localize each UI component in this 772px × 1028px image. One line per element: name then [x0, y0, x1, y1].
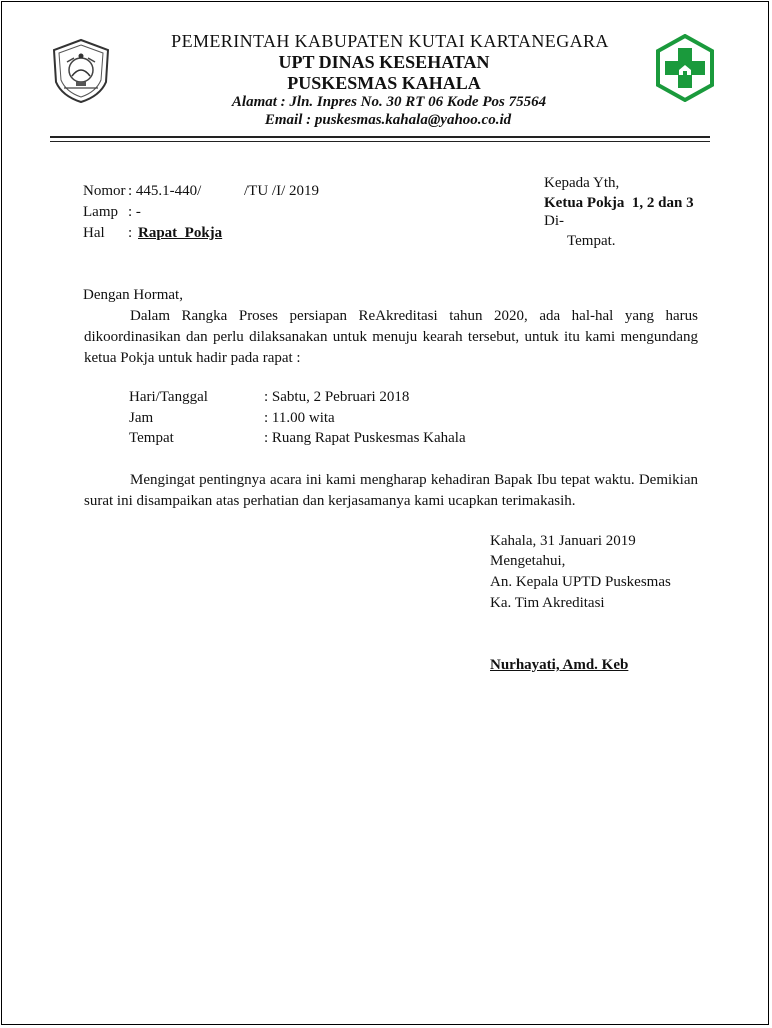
kop-government-name: PEMERINTAH KABUPATEN KUTAI KARTANEGARA: [171, 31, 609, 51]
header-thick-rule: [50, 136, 710, 138]
signature-place-date: Kahala, 31 Januari 2019: [490, 533, 636, 549]
detail-value-time: : 11.00 wita: [264, 410, 335, 426]
paragraph-2-text: Mengingat pentingnya acara ini kami mengharap kehadiran Bapak Ibu tepat waktu. Demikian surat ini disampaikan atas perhatian dan kerjasamanya kami ucapkan terimakasih.: [84, 472, 698, 509]
paragraph-2: [84, 470, 698, 512]
signature-mengetahui: Mengetahui,: [490, 553, 566, 569]
recipient-name: Ketua Pokja 1, 2 dan 3: [544, 195, 694, 211]
detail-label-date: Hari/Tanggal: [129, 389, 208, 405]
kop-email: Email : puskesmas.kahala@yahoo.co.id: [264, 112, 512, 128]
detail-label-time: Jam: [129, 410, 154, 426]
signature-role-1: An. Kepala UPTD Puskesmas: [490, 574, 671, 590]
signature-name: Nurhayati, Amd. Keb: [490, 657, 629, 673]
lamp-value: : -: [128, 204, 141, 220]
greeting: Dengan Hormat,: [83, 287, 183, 303]
puskesmas-green-cross-icon: [654, 34, 716, 102]
header-thin-rule: [50, 141, 710, 142]
regency-emblem-icon: [50, 38, 112, 104]
hal-colon: :: [128, 225, 133, 241]
kop-address: Alamat : Jln. Inpres No. 30 RT 06 Kode Pos 75564: [231, 94, 547, 110]
kop-agency-name: UPT DINAS KESEHATAN: [278, 52, 490, 72]
detail-label-place: Tempat: [129, 430, 174, 446]
recipient-di: Di-: [544, 213, 564, 229]
signature-role-2: Ka. Tim Akreditasi: [490, 595, 605, 611]
detail-value-date: : Sabtu, 2 Pebruari 2018: [264, 389, 410, 405]
letter-page: [1, 1, 769, 1025]
nomor-value: : 445.1-440/: [128, 183, 202, 199]
lamp-label: Lamp: [83, 204, 118, 220]
paragraph-1: [84, 306, 698, 369]
nomor-suffix: /TU /I/ 2019: [244, 183, 319, 199]
recipient-place: Tempat.: [567, 233, 616, 249]
hal-subject: Rapat Pokja: [138, 225, 223, 241]
detail-value-place: : Ruang Rapat Puskesmas Kahala: [264, 430, 466, 446]
recipient-greeting: Kepada Yth,: [544, 175, 620, 191]
nomor-label: Nomor: [83, 183, 126, 199]
kop-puskesmas-name: PUSKESMAS KAHALA: [287, 73, 481, 93]
hal-label: Hal: [83, 225, 105, 241]
paragraph-1-text: Dalam Rangka Proses persiapan ReAkreditasi tahun 2020, ada hal-hal yang harus dikoordinasikan dan perlu dilaksanakan untuk menuju kearah tersebut, untuk itu kami mengundang ketua Pokja untuk hadir pada rapat :: [84, 308, 698, 366]
